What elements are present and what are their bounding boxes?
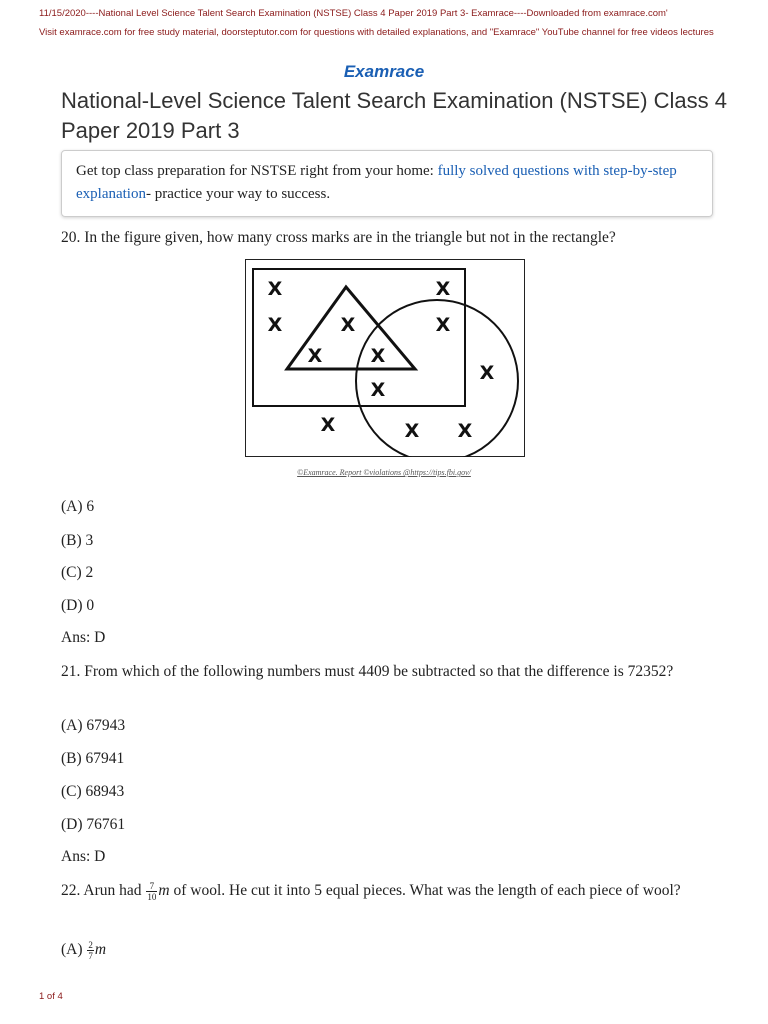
promo-link[interactable]: fully solved questions with step-by-step explanation [76, 163, 677, 202]
q20-option-a: (A) 6 [61, 498, 95, 515]
q20-option-b: (B) 3 [61, 532, 94, 549]
cross-mark: X [435, 314, 451, 336]
q21-option-d: (D) 76761 [61, 816, 126, 833]
cross-mark: X [457, 420, 473, 442]
q21-option-b: (B) 67941 [61, 750, 125, 767]
cross-mark: X [435, 278, 451, 300]
page-title: National-Level Science Talent Search Examination (NSTSE) Class 4 Paper 2019 Part 3 [61, 88, 728, 143]
q22-text-after: of wool. He cut it into 5 equal pieces. What was the length of each piece of wool? [169, 882, 681, 899]
fraction [146, 881, 157, 902]
q22-option-a [61, 938, 106, 962]
q21-option-c: (C) 68943 [61, 783, 125, 800]
page-number: 1 of 4 [39, 991, 63, 1002]
q20-option-c: (C) 2 [61, 564, 94, 581]
fraction-numerator: 2 [88, 939, 93, 950]
cross-mark: X [267, 278, 283, 300]
q22-text-before: 22. Arun had [61, 882, 146, 899]
fraction [87, 940, 94, 961]
unit-meters: m [158, 882, 170, 899]
q20-answer: Ans: D [61, 629, 106, 646]
rectangle-shape [253, 269, 465, 406]
cross-mark: X [307, 345, 323, 367]
fraction-denominator: 10 [147, 891, 157, 902]
cross-mark: X [370, 345, 386, 367]
promo-text-before: Get top class preparation for NSTSE right from your home: [76, 163, 438, 179]
promo-text-after: - practice your way to success. [145, 186, 331, 202]
question-20: 20. In the figure given, how many cross marks are in the triangle but not in the rectangle? [61, 229, 616, 246]
page-header-timestamp: 11/15/2020----National Level Science Talent Search Examination (NSTSE) Class 4 Paper 2019 Part 3- Examrace----Downloaded from examrace.com' [39, 8, 668, 19]
cross-mark: X [370, 379, 386, 401]
cross-mark: X [340, 314, 356, 336]
promo-box [61, 150, 713, 217]
question-21: 21. From which of the following numbers must 4409 be subtracted so that the difference is 72352? [61, 663, 674, 680]
fraction-denominator: 7 [88, 950, 93, 961]
venn-figure [245, 259, 525, 457]
brand-logo[interactable]: Examrace [343, 62, 425, 81]
q21-option-a: (A) 67943 [61, 717, 126, 734]
q20-option-d: (D) 0 [61, 597, 95, 614]
page-header-notice: Visit examrace.com for free study material, doorsteptutor.com for questions with detailed explanations, and "Examrace" YouTube channel for free videos lectures [39, 27, 714, 38]
question-22 [61, 879, 711, 903]
q22-option-a-label: (A) [61, 941, 87, 958]
cross-mark: X [267, 314, 283, 336]
cross-mark: X [479, 362, 495, 384]
fraction-numerator: 7 [146, 881, 157, 892]
cross-mark: X [404, 420, 420, 442]
cross-mark: X [320, 414, 336, 436]
q21-answer: Ans: D [61, 848, 106, 865]
image-credit[interactable]: ©Examrace. Report ©violations @https://tips.fbi.gov/ [297, 468, 471, 477]
unit-meters: m [94, 941, 107, 958]
